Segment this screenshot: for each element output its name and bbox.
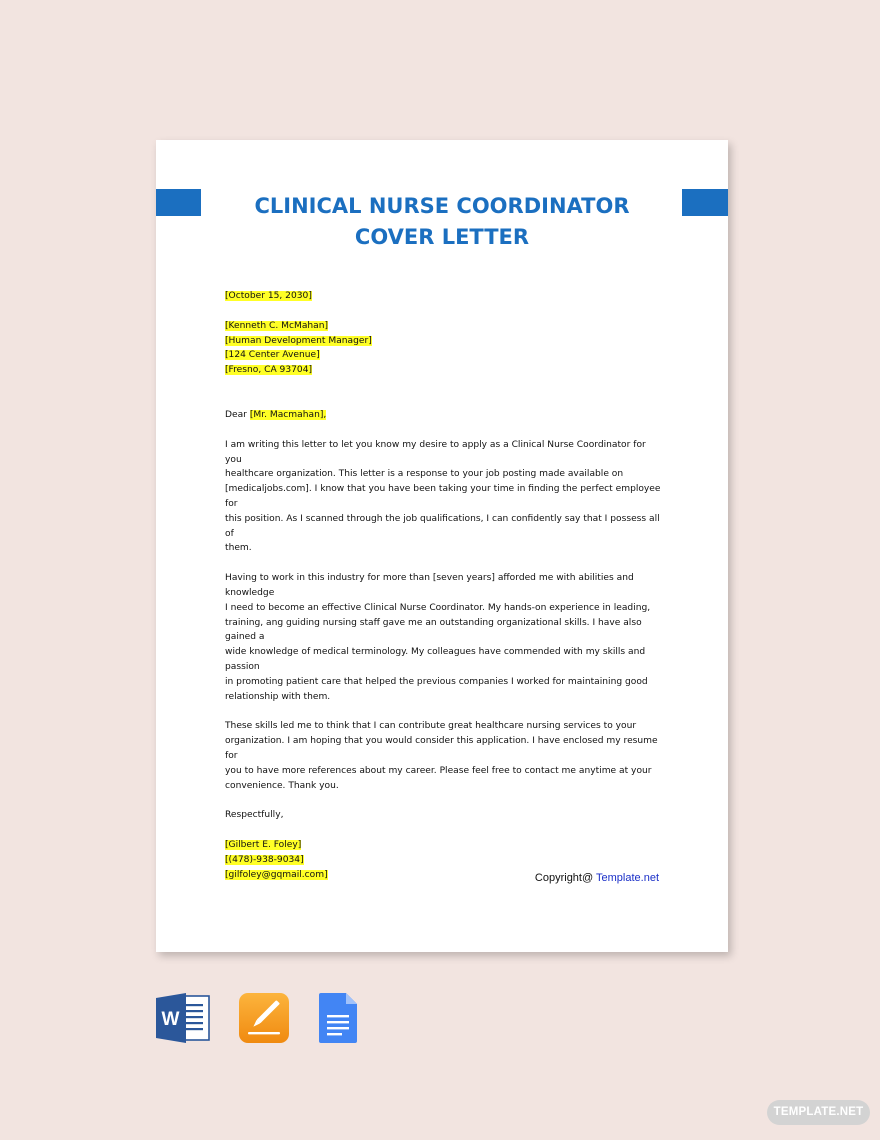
paragraph-line: organization. I am hoping that you would consider this application. I have enclosed my resume for [225, 736, 658, 761]
title-line-2: COVER LETTER [354, 225, 530, 249]
paragraph-1 [225, 438, 665, 556]
google-docs-icon[interactable] [318, 992, 358, 1044]
paragraph-line: in promoting patient care that helped the previous companies I worked for maintaining good [225, 676, 648, 687]
paragraph-line: These skills led me to think that I can contribute great healthcare nursing services to your [225, 721, 637, 732]
letter-body [225, 289, 665, 883]
paragraph-line: I am writing this letter to let you know my desire to apply as a Clinical Nurse Coordinator for you [225, 439, 646, 465]
signature-phone: [(478)-938-9034] [225, 854, 304, 865]
paragraph-3 [225, 719, 665, 793]
paragraph-line: Having to work in this industry for more than [seven years] afforded me with abilities and knowledge [225, 573, 634, 598]
recipient-title: [Human Development Manager] [225, 335, 372, 346]
recipient-street: [124 Center Avenue] [225, 350, 320, 361]
paragraph-line: them. [225, 543, 252, 554]
copyright-label: Copyright@ [534, 872, 597, 884]
paragraph-line: you to have more references about my career. Please feel free to contact me anytime at your [225, 765, 652, 776]
letter-title [156, 191, 728, 253]
paragraph-line: relationship with them. [225, 691, 331, 702]
svg-text:W: W [161, 1009, 180, 1030]
salutation-name: [Mr. Macmahan], [249, 409, 327, 420]
paragraph-line: training, ang guiding nursing staff gave me an outstanding organizational skills. I have also gained a [225, 617, 642, 643]
paragraph-2 [225, 571, 665, 704]
paragraph-line: [medicaljobs.com]. I know that you have been taking your time in finding the perfect employee for [225, 484, 661, 509]
salutation [225, 408, 665, 423]
letter-page [156, 140, 728, 952]
closing: Respectfully, [225, 810, 284, 821]
signature-email: [gilfoley@gqmail.com] [225, 869, 328, 880]
recipient-city: [Fresno, CA 93704] [225, 365, 313, 376]
paragraph-line: healthcare organization. This letter is a response to your job posting made available on [225, 469, 624, 480]
recipient-name: [Kenneth C. McMahan] [225, 320, 329, 331]
letter-date: [October 15, 2030] [225, 291, 312, 301]
brand-badge: TEMPLATE.NET [767, 1100, 870, 1125]
paragraph-line: wide knowledge of medical terminology. My colleagues have commended with my skills and passion [225, 647, 646, 672]
paragraph-line: convenience. Thank you. [225, 780, 339, 791]
pages-icon[interactable] [238, 992, 290, 1044]
title-line-1: CLINICAL NURSE COORDINATOR [254, 194, 630, 218]
word-icon[interactable] [156, 992, 212, 1044]
salutation-prefix: Dear [225, 409, 250, 420]
copyright-footer [535, 872, 659, 884]
paragraph-line: I need to become an effective Clinical Nurse Coordinator. My hands-on experience in leading, [225, 602, 651, 613]
signature-name: [Gilbert E. Foley] [225, 840, 302, 851]
copyright-link[interactable]: Template.net [596, 872, 659, 884]
paragraph-line: this position. As I scanned through the job qualifications, I can confidently say that I possess all of [225, 513, 660, 539]
recipient-block [225, 319, 665, 378]
